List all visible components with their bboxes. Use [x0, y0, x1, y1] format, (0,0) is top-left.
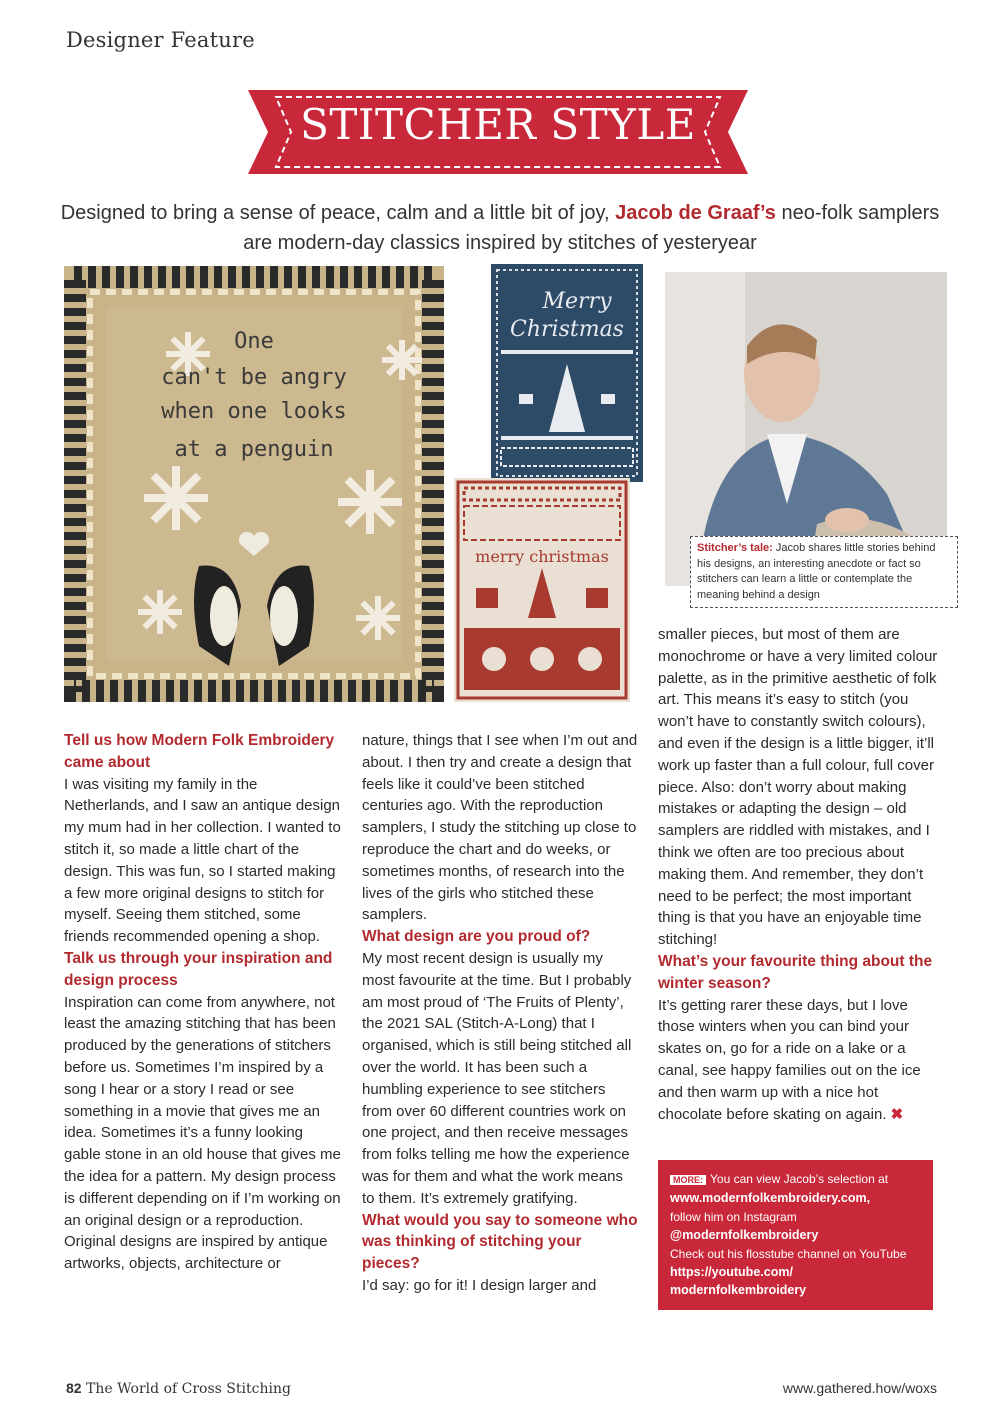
merry-christmas-red-sampler-image: [454, 478, 630, 702]
question-heading: Talk us through your inspiration and design process: [64, 949, 333, 989]
youtube-link[interactable]: https://youtube.com/: [670, 1265, 793, 1280]
column-2: [362, 730, 638, 1297]
svg-text:merry christmas: merry christmas: [475, 547, 609, 566]
svg-text:at a penguin: at a penguin: [174, 437, 334, 462]
svg-text:Christmas: Christmas: [510, 317, 624, 342]
merry-christmas-blue-sampler-image: [491, 264, 643, 482]
designer-name: Jacob de Graaf’s: [615, 202, 776, 224]
section-label: Designer Feature: [66, 28, 255, 52]
caption-label: Stitcher’s tale:: [697, 542, 773, 554]
answer-text: I’d say: go for it! I design larger and: [362, 1276, 597, 1294]
question-heading: What design are you proud of?: [362, 928, 591, 946]
penguin-sampler-image: [64, 266, 444, 702]
svg-text:when one looks: when one looks: [161, 399, 347, 424]
svg-text:Merry: Merry: [542, 289, 612, 314]
question-heading: Tell us how Modern Folk Embroidery came about: [64, 732, 335, 771]
banner-title: STITCHER STYLE: [300, 100, 696, 149]
youtube-link-cont[interactable]: modernfolkembroidery: [670, 1283, 807, 1298]
question-heading: What’s your favourite thing about the winter season?: [658, 952, 933, 992]
more-tag: MORE:: [670, 1175, 706, 1185]
svg-text:One: One: [234, 329, 274, 354]
answer-text: Inspiration can come from anywhere, not least the amazing stitching that has been produced by the generations of stitchers before us. Sometimes I’m inspired by a song I hear or a story I read or see something in a movie that gives me an idea. Sometimes it’s a funny looking gable stone in an old house that gives me the idea for a pattern. My design process is different depending on if I’m working on an original design or a reproduction. Original designs are inspired by antique artworks, objects, architecture or: [64, 993, 341, 1273]
answer-text: nature, things that I see when I’m out and about. I then try and create a design that feels like it could’ve been stitched centuries ago. With the reproduction samplers, I study the stitching up close to reproduce the chart and do weeks, or sometimes months, of research into the lives of the girls who stitched these samplers.: [362, 732, 638, 924]
footer-url[interactable]: www.gathered.how/woxs: [782, 1380, 937, 1396]
magazine-name: The World of Cross Stitching: [86, 1381, 291, 1397]
svg-text:can't be angry: can't be angry: [161, 365, 347, 390]
column-1: [64, 730, 342, 1275]
footer-page-info: [66, 1380, 291, 1397]
question-heading: What would you say to someone who was thinking of stitching your pieces?: [362, 1211, 638, 1273]
more-info-box: MORE: You can view Jacob’s selection at www.modernfolkembroidery.com, follow him on Instagram @modernfolkembroidery Check out his flosstube channel on YouTube https://youtube.com/ modernfolkembroidery: [658, 1160, 933, 1310]
answer-text: smaller pieces, but most of them are monochrome or have a very limited colour palette, as in the primitive aesthetic of folk art. This means it’s easy to stitch (you won’t have to constantly switch colours), and even if the design is a little bigger, it’ll work up faster than a full colour, full cover piece. Also: don’t worry about making mistakes or adapting the design – old samplers are riddled with mistakes, and I think we often are too precious about making them. And remember, they don’t need to be perfect; the most important thing is that you have an enjoyable time stitching!: [658, 626, 938, 949]
answer-text: I was visiting my family in the Netherlands, and I saw an antique design my mum had in her collection. I wanted to stitch it, so made a little chart of the design. This was fun, so I started making a few more original designs to stitch for myself. Seeing them stitched, some friends recommended opening a shop.: [64, 775, 341, 946]
column-3: [658, 624, 938, 1125]
page-number: 82: [66, 1380, 82, 1396]
end-mark-icon: ✖: [890, 1105, 904, 1123]
instagram-link[interactable]: @modernfolkembroidery: [670, 1228, 819, 1243]
website-link[interactable]: www.modernfolkembroidery.com,: [670, 1191, 871, 1206]
photo-caption: Stitcher’s tale: Jacob shares little stories behind his designs, an interesting anecdote or fact so stitchers can learn a little or contemplate the meaning behind a design: [690, 536, 958, 608]
standfirst: Designed to bring a sense of peace, calm and a little bit of joy, Jacob de Graaf’s neo-folk samplers are modern-day classics inspired by stitches of yesteryear: [60, 202, 940, 254]
answer-text: It’s getting rarer these days, but I love those winters when you can bind your skates on, go for a ride on a lake or a canal, see happy families out on the ice and then warm up with a nice hot chocolate before skating on again. ✖: [658, 996, 921, 1123]
answer-text: My most recent design is usually my most favourite at the time. But I probably am most proud of ‘The Fruits of Plenty’, the 2021 SAL (Stitch-A-Long) that I organised, which is still being stitched all over the world. It has been such a humbling experience to see stitchers from over 60 different countries work on one project, and then receive messages from folks telling me how the experience was for them and what the work means to them. It’s extremely gratifying.: [362, 949, 632, 1207]
